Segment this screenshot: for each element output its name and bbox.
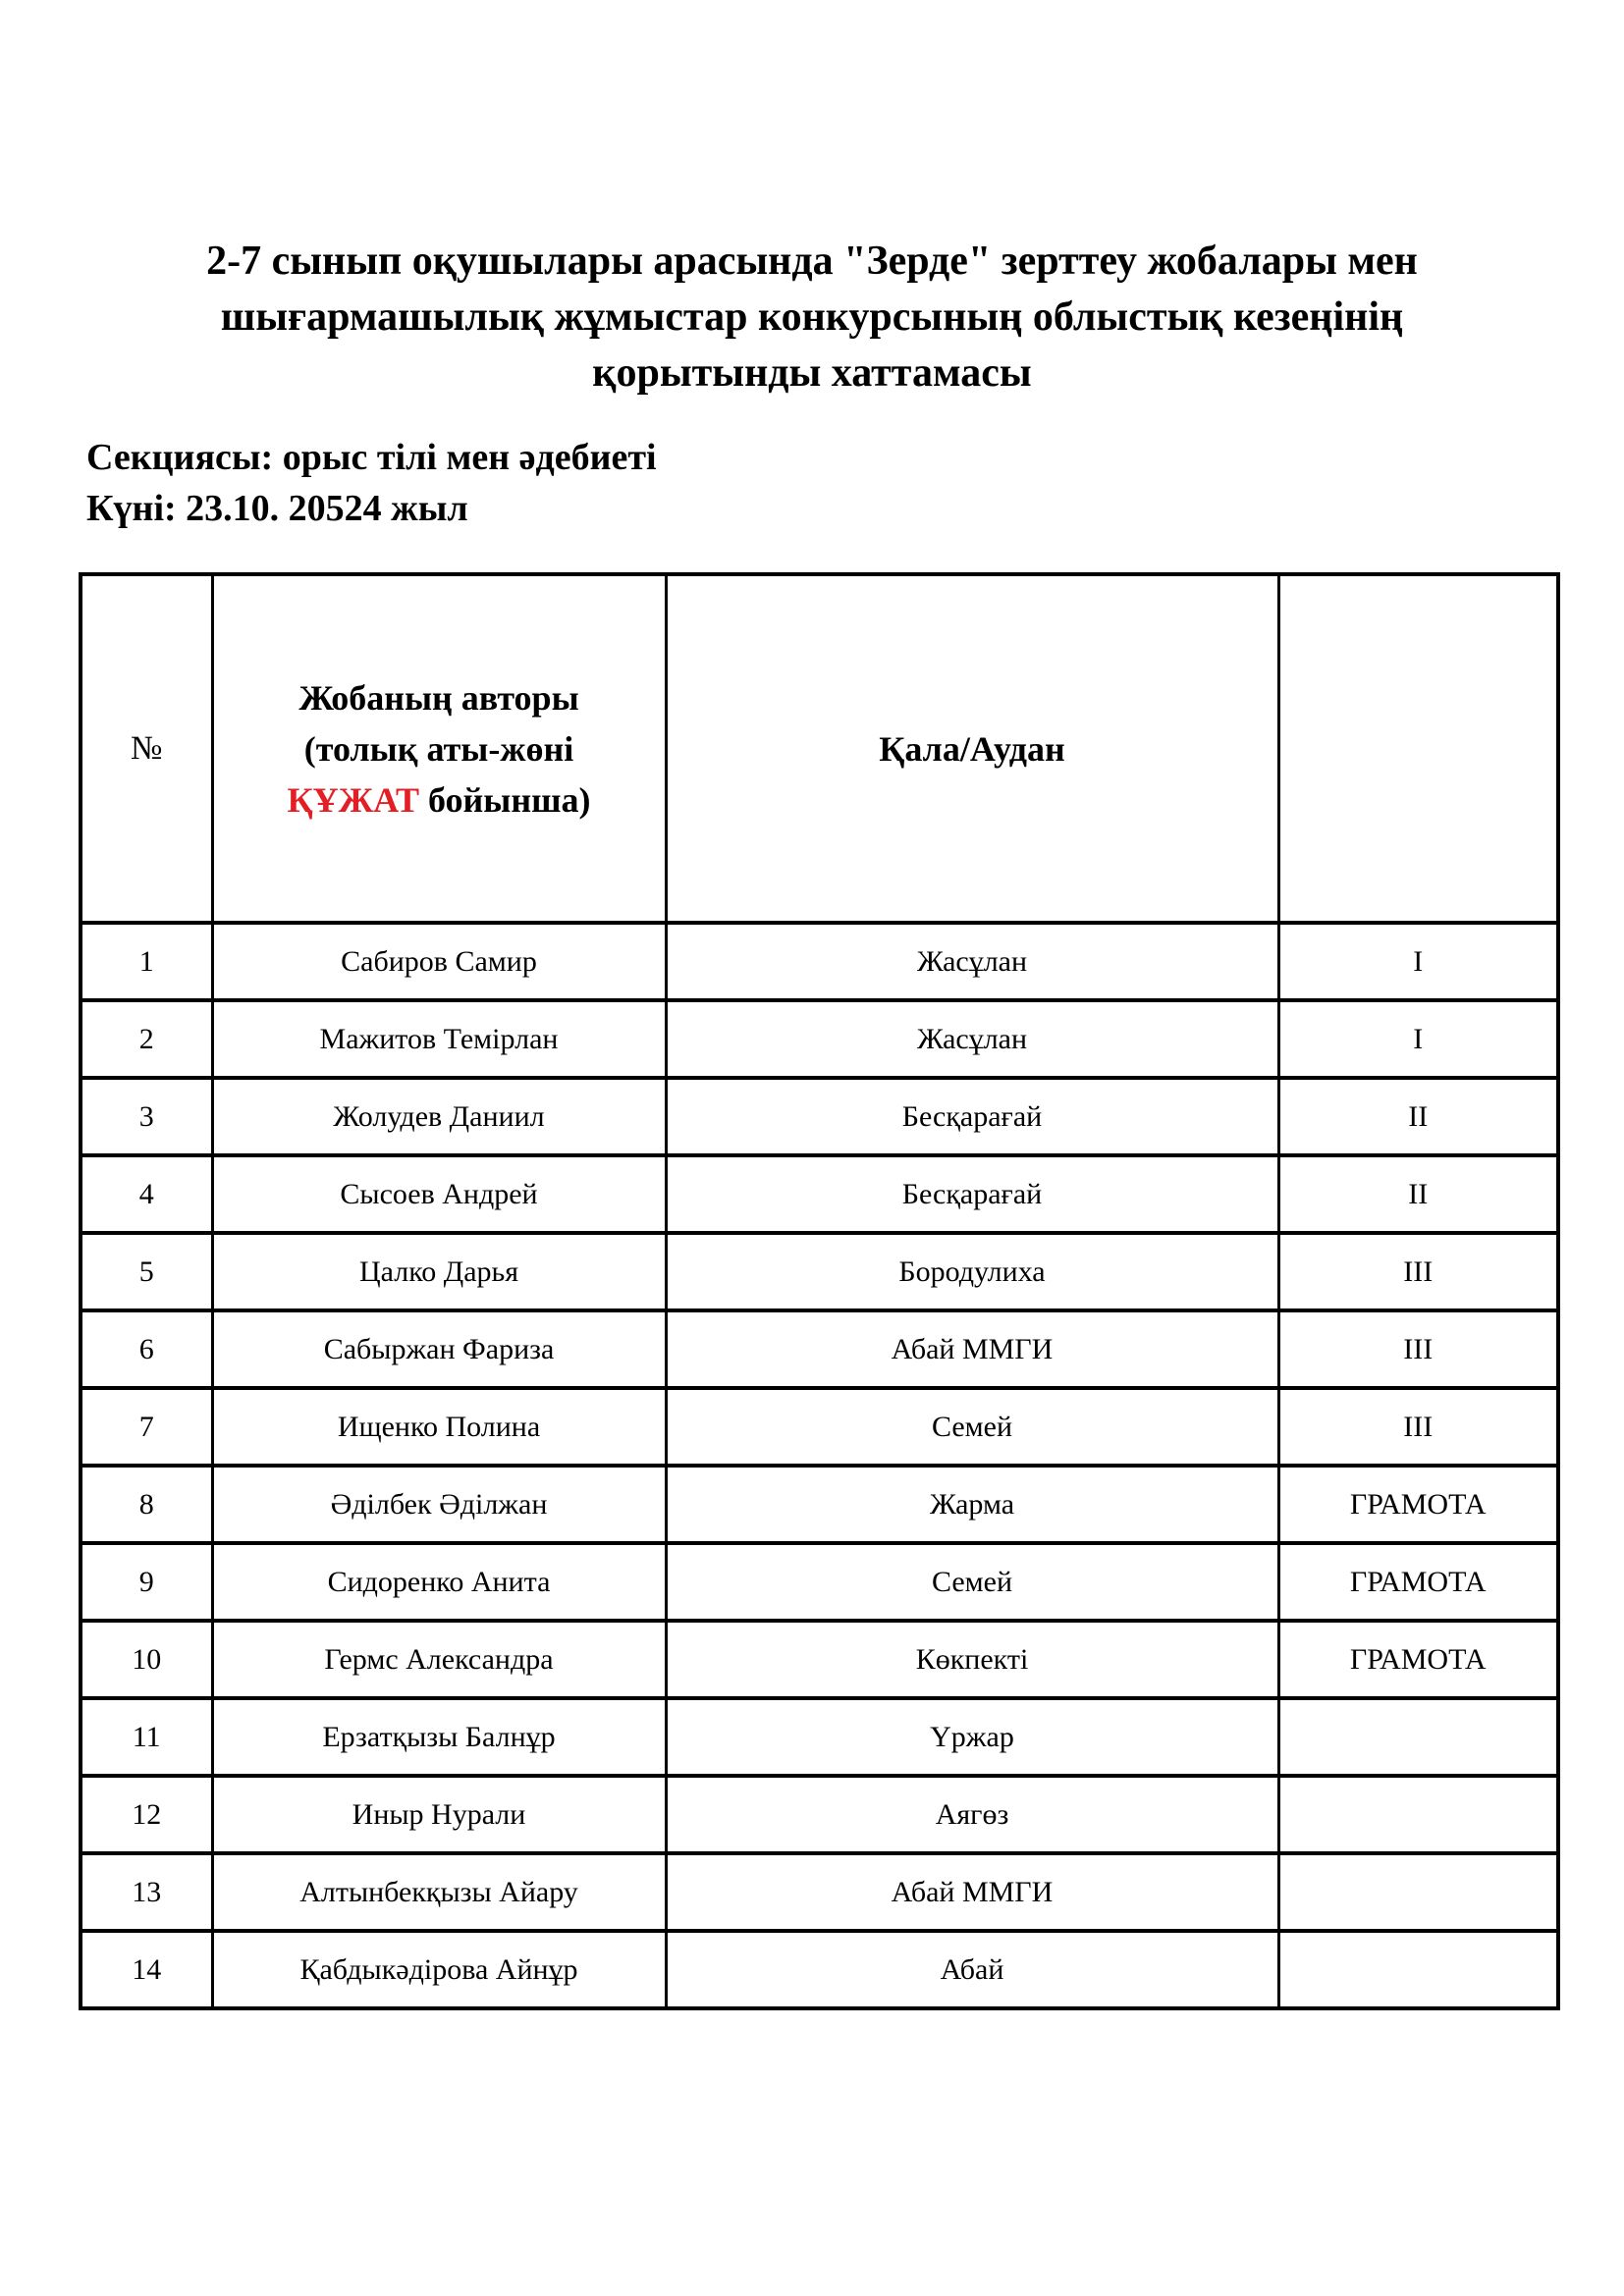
col-header-author-line3 — [220, 774, 659, 826]
cell-city: Семей — [666, 1543, 1278, 1621]
cell-city: Жасұлан — [666, 923, 1278, 1000]
table-row — [81, 1466, 1558, 1543]
cell-author: Жолудев Даниил — [212, 1078, 666, 1155]
table-row — [81, 1543, 1558, 1621]
table-row — [81, 1698, 1558, 1776]
cell-author: Гермс Александра — [212, 1621, 666, 1698]
cell-award: III — [1278, 1233, 1558, 1310]
cell-num: 2 — [81, 1000, 212, 1078]
cell-award: ГРАМОТА — [1278, 1466, 1558, 1543]
table-row — [81, 923, 1558, 1000]
table-row — [81, 1621, 1558, 1698]
cell-city: Бородулиха — [666, 1233, 1278, 1310]
cell-award: I — [1278, 923, 1558, 1000]
col-header-num: № — [81, 574, 212, 923]
cell-num: 7 — [81, 1388, 212, 1466]
cell-num: 14 — [81, 1931, 212, 2008]
cell-city: Көкпекті — [666, 1621, 1278, 1698]
cell-city: Абай ММГИ — [666, 1310, 1278, 1388]
cell-city: Абай ММГИ — [666, 1853, 1278, 1931]
col-header-author-line3-rest: бойынша) — [419, 779, 591, 820]
cell-author: Әділбек Әділжан — [212, 1466, 666, 1543]
cell-num: 11 — [81, 1698, 212, 1776]
col-header-city: Қала/Аудан — [666, 574, 1278, 923]
cell-city: Бесқарағай — [666, 1078, 1278, 1155]
col-header-author-red-word: ҚҰЖАТ — [287, 779, 420, 820]
cell-award: ГРАМОТА — [1278, 1621, 1558, 1698]
cell-author: Цалко Дарья — [212, 1233, 666, 1310]
cell-city: Аягөз — [666, 1776, 1278, 1853]
table-row — [81, 1776, 1558, 1853]
cell-city: Жасұлан — [666, 1000, 1278, 1078]
cell-num: 8 — [81, 1466, 212, 1543]
cell-award: ГРАМОТА — [1278, 1543, 1558, 1621]
cell-num: 1 — [81, 923, 212, 1000]
cell-num: 12 — [81, 1776, 212, 1853]
cell-author: Сысоев Андрей — [212, 1155, 666, 1233]
cell-num: 6 — [81, 1310, 212, 1388]
table-row — [81, 1233, 1558, 1310]
cell-author: Қабдыкәдірова Айнұр — [212, 1931, 666, 2008]
cell-num: 13 — [81, 1853, 212, 1931]
cell-num: 5 — [81, 1233, 212, 1310]
cell-city: Семей — [666, 1388, 1278, 1466]
cell-city: Жарма — [666, 1466, 1278, 1543]
meta-block — [86, 432, 657, 534]
cell-author: Иныр Нурали — [212, 1776, 666, 1853]
col-header-author — [212, 574, 666, 923]
cell-award: III — [1278, 1388, 1558, 1466]
section-label: Секциясы: орыс тілі мен әдебиеті — [86, 437, 657, 478]
table-header-row — [81, 574, 1558, 923]
cell-award — [1278, 1698, 1558, 1776]
cell-num: 9 — [81, 1543, 212, 1621]
cell-num: 4 — [81, 1155, 212, 1233]
table-row — [81, 1078, 1558, 1155]
cell-award — [1278, 1776, 1558, 1853]
cell-award — [1278, 1931, 1558, 2008]
table-row — [81, 1388, 1558, 1466]
table-row — [81, 1931, 1558, 2008]
cell-city: Абай — [666, 1931, 1278, 2008]
table-row — [81, 1155, 1558, 1233]
cell-author: Ерзатқызы Балнұр — [212, 1698, 666, 1776]
table-row — [81, 1310, 1558, 1388]
cell-author: Сидоренко Анита — [212, 1543, 666, 1621]
cell-award: II — [1278, 1078, 1558, 1155]
cell-city: Үржар — [666, 1698, 1278, 1776]
cell-award — [1278, 1853, 1558, 1931]
table-row — [81, 1853, 1558, 1931]
cell-author: Ищенко Полина — [212, 1388, 666, 1466]
cell-author: Сабиров Самир — [212, 923, 666, 1000]
cell-award: II — [1278, 1155, 1558, 1233]
table-row — [81, 1000, 1558, 1078]
cell-author: Сабыржан Фариза — [212, 1310, 666, 1388]
title-line-3: қорытынды хаттамасы — [592, 350, 1032, 396]
title-line-2: шығармашылық жұмыстар конкурсының облыстық кезеңінің — [220, 294, 1404, 340]
cell-award: I — [1278, 1000, 1558, 1078]
document-title — [59, 234, 1565, 401]
cell-author: Алтынбекқызы Айару — [212, 1853, 666, 1931]
cell-num: 10 — [81, 1621, 212, 1698]
col-header-author-line1: Жобаның авторы — [298, 677, 579, 718]
cell-city: Бесқарағай — [666, 1155, 1278, 1233]
col-header-author-line2: (толық аты-жөні — [303, 728, 574, 769]
cell-num: 3 — [81, 1078, 212, 1155]
title-line-1: 2-7 сынып оқушылары арасында "Зерде" зерттеу жобалары мен — [206, 239, 1418, 284]
cell-author: Мажитов Темірлан — [212, 1000, 666, 1078]
col-header-award — [1278, 574, 1558, 923]
results-table — [79, 572, 1560, 2010]
cell-award: III — [1278, 1310, 1558, 1388]
date-label: Күні: 23.10. 20524 жыл — [86, 488, 468, 529]
